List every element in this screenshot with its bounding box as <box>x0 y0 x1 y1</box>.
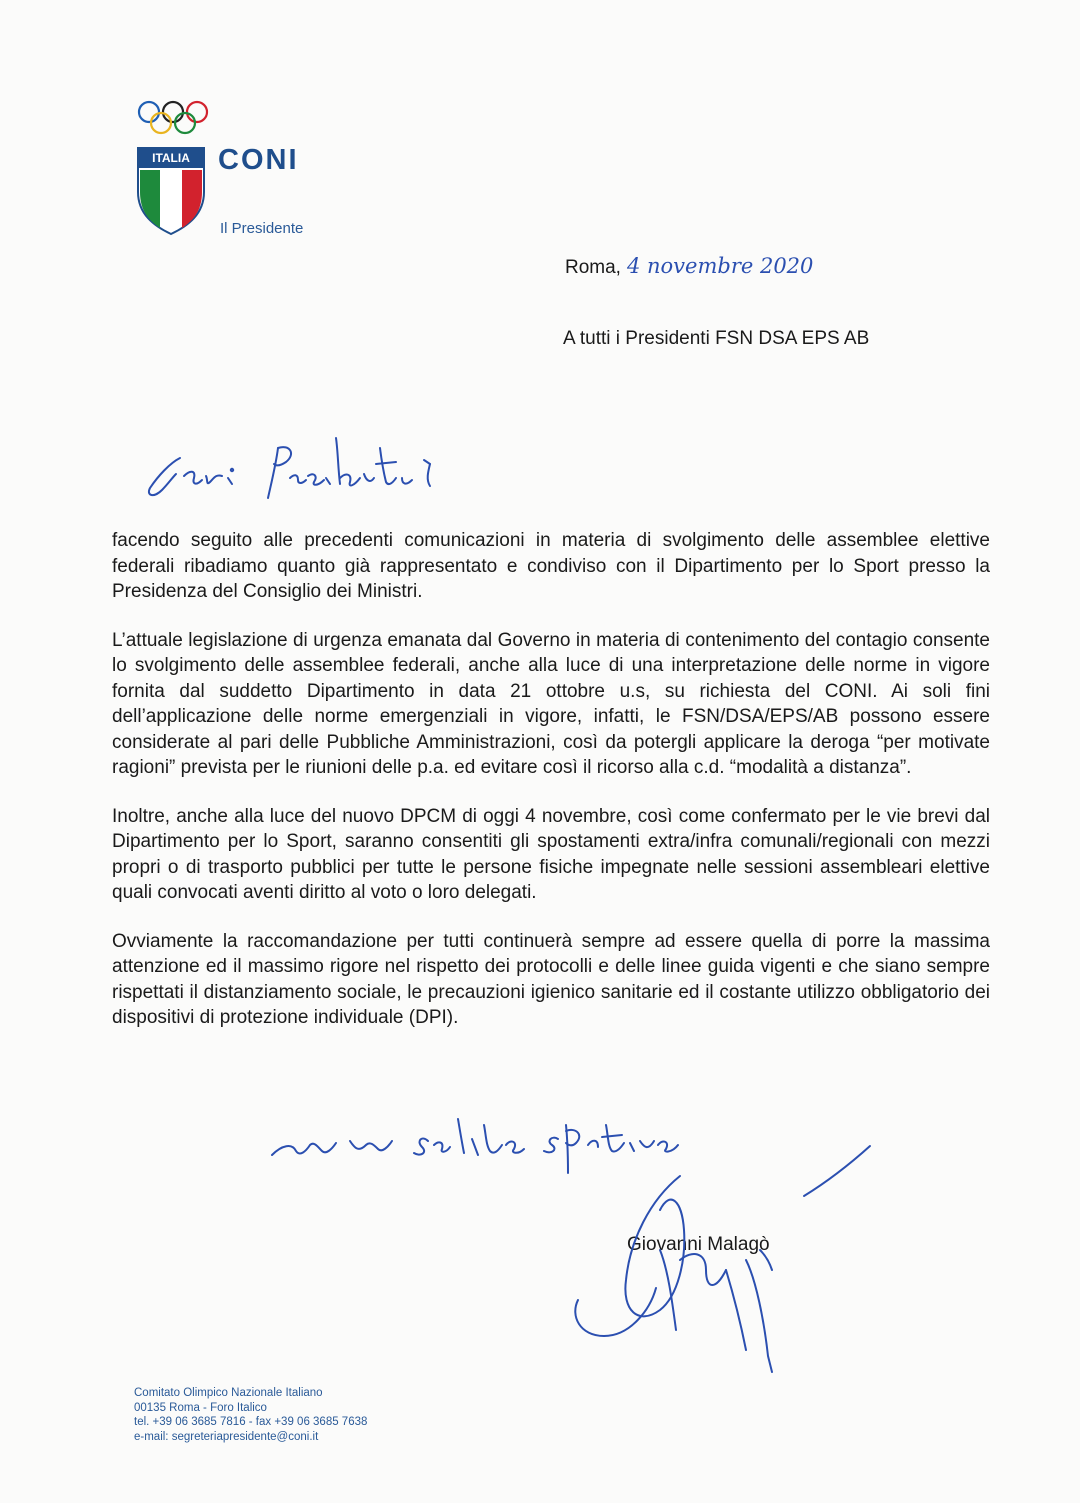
footer-address-line: 00135 Roma - Foro Italico <box>134 1401 267 1414</box>
city-label: Roma, <box>565 257 621 278</box>
office-subtitle: Il Presidente <box>220 220 304 237</box>
signer-name: Giovanni Malagò <box>627 1234 770 1255</box>
recipient-line: A tutti i Presidenti FSN DSA EPS AB <box>563 328 870 349</box>
letter-body <box>112 528 990 1054</box>
italia-badge-text: ITALIA <box>152 151 190 165</box>
paragraph: Inoltre, anche alla luce del nuovo DPCM di oggi 4 novembre, così come confermato per le vie brevi dal Dipartimento per lo Sport, saranno consentiti gli spostamenti extra/infra comunali/regionali con mezzi propri o di trasporto pubblici per tutte le persone fisiche impegnate nelle sessioni assembleari elettive quali convocati aventi diritto al voto o loro delegati. <box>112 805 990 903</box>
handwritten-salutation <box>140 418 560 518</box>
olympic-rings-icon <box>136 100 210 136</box>
footer-org: Comitato Olimpico Nazionale Italiano <box>134 1387 323 1399</box>
italia-shield-icon <box>136 146 206 236</box>
date-line <box>565 254 813 279</box>
handwritten-date: 4 novembre 2020 <box>626 254 814 278</box>
brand-name: CONI <box>218 144 299 176</box>
footer-address <box>134 1386 367 1444</box>
paragraph: Ovviamente la raccomandazione per tutti continuerà sempre ad essere quella di porre la massima attenzione ed il massimo rigore nel rispetto dei protocolli e delle linee guida vigenti e che siano sempre rispettati il distanziamento sociale, le precauzioni igienico sanitarie ed il costante utilizzo obbligatorio dei dispositivi di protezione individuale (DPI). <box>112 930 990 1028</box>
footer-phone: tel. +39 06 3685 7816 - fax +39 06 3685 7638 <box>134 1416 368 1428</box>
paragraph: facendo seguito alle precedenti comunicazioni in materia di svolgimento delle assemblee elettive federali ribadiamo quanto già rappresentato e condiviso con il Dipartimento per lo Sport presso la Presidenza del Consiglio dei Ministri. <box>112 530 990 602</box>
footer-email: e-mail: segreteriapresidente@coni.it <box>134 1430 319 1443</box>
paragraph: L’attuale legislazione di urgenza emanata dal Governo in materia di contenimento del contagio consente lo svolgimento delle assemblee federali, anche alla luce di una interpretazione delle norme in vigore fornita dal suddetto Dipartimento in data 21 ottobre u.s, su richiesta del CONI. Ai soli fini dell’applicazione delle norme emergenziali in vigore, infatti, le FSN/DSA/EPS/AB possono essere considerate al pari delle Pubbliche Amministrazioni, così da potergli applicare la deroga “per motivate ragioni” prevista per le riunioni delle p.a. ed evitare così il ricorso alla c.d. “modalità a distanza”. <box>112 629 990 778</box>
signature <box>560 1140 890 1380</box>
